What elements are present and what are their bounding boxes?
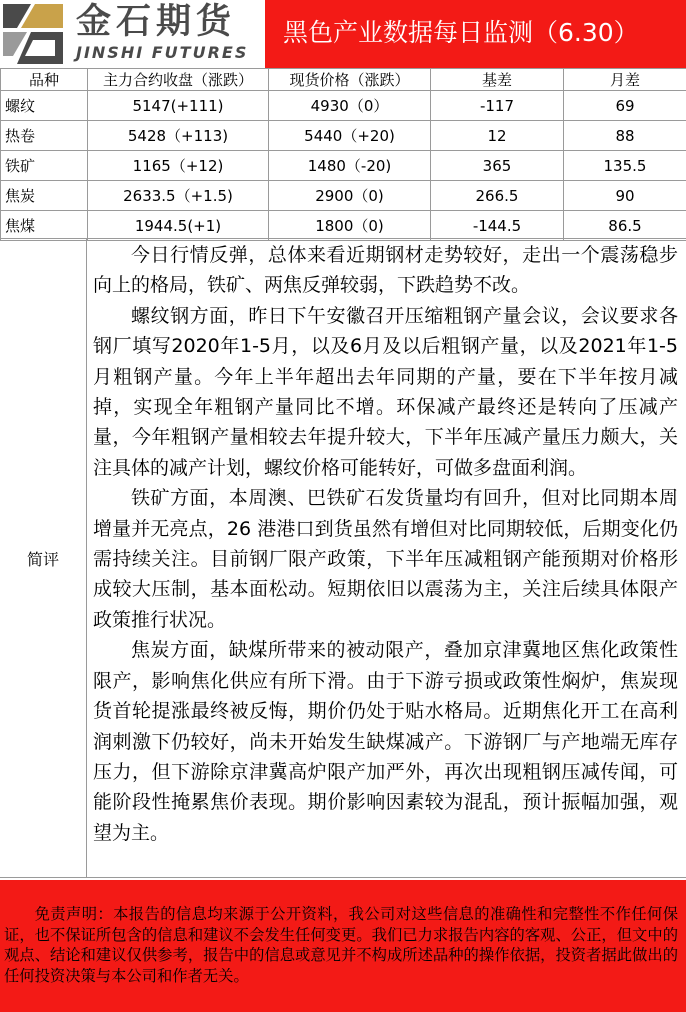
table-row — [1, 91, 686, 121]
column-header-futures-close: 主力合约收盘（涨跌） — [88, 69, 269, 91]
basis-cell: -144.5 — [431, 211, 564, 241]
basis-cell: 365 — [431, 151, 564, 181]
variety-cell: 螺纹 — [1, 91, 88, 121]
report-header — [0, 0, 686, 69]
futures-close-cell: 5428（+113) — [88, 121, 269, 151]
column-header-month-spread: 月差 — [564, 69, 686, 91]
futures-close-cell: 2633.5（+1.5) — [88, 181, 269, 211]
futures-close-cell: 5147(+111) — [88, 91, 269, 121]
table-row — [1, 211, 686, 241]
variety-cell: 焦炭 — [1, 181, 88, 211]
column-header-basis: 基差 — [431, 69, 564, 91]
month-spread-cell: 90 — [564, 181, 686, 211]
company-logo — [0, 0, 265, 68]
basis-cell: 266.5 — [431, 181, 564, 211]
spot-price-cell: 1800（0) — [269, 211, 431, 241]
column-header-variety: 品种 — [1, 69, 88, 91]
disclaimer-section — [0, 880, 686, 1012]
disclaimer-text: 免责声明：本报告的信息均来源于公开资料，我公司对这些信息的准确性和完整性不作任何保证，也不保证所包含的信息和建议不会发生任何变更。我们已力求报告内容的客观、公正，但文中的观点、结论和建议仅供参考，报告中的信息或意见并不构成所述品种的操作依据，投资者据此做出的任何投资决策与本公司和作者无关。 — [4, 905, 678, 985]
variety-cell: 焦煤 — [1, 211, 88, 241]
basis-cell: 12 — [431, 121, 564, 151]
title-bar — [265, 0, 686, 68]
month-spread-cell: 135.5 — [564, 151, 686, 181]
variety-cell: 热卷 — [1, 121, 88, 151]
basis-cell: -117 — [431, 91, 564, 121]
commentary-paragraph-coke: 焦炭方面，缺煤所带来的被动限产，叠加京津冀地区焦化政策性限产，影响焦化供应有所下滑。由于下游亏损或政策性焖炉，焦炭现货首轮提涨最终被反悔，期价仍处于贴水格局。近期焦化开工在高利润刺激下仍较好，尚未开始发生缺煤减产。下游钢厂与产地端无库存压力，但下游除京津冀高炉限产加严外，再次出现粗钢压减传闻，可能阶段性掩累焦价表现。期价影响因素较为混乱，预计振幅加强，观望为主。 — [93, 639, 678, 844]
commentary-paragraph-iron-ore: 铁矿方面，本周澳、巴铁矿石发货量均有回升，但对比同期本周增量并无亮点，26 港港口到货虽然有增但对比同期较低，后期变化仍需持续关注。目前钢厂限产政策，下半年压减粗钢产能预期对价格形成较大压制，基本面松动。短期依旧以震荡为主，关注后续具体限产政策推行状况。 — [93, 487, 678, 631]
table-header-row — [1, 69, 686, 91]
month-spread-cell: 88 — [564, 121, 686, 151]
month-spread-cell: 69 — [564, 91, 686, 121]
futures-close-cell: 1165（+12) — [88, 151, 269, 181]
price-table — [0, 68, 686, 241]
table-row — [1, 151, 686, 181]
company-name-cn: 金石期货 — [76, 2, 237, 42]
commentary-paragraph-rebar: 螺纹钢方面，昨日下午安徽召开压缩粗钢产量会议，会议要求各钢厂填写2020年1-5月，以及6月及以后粗钢产量，以及2021年1-5月粗钢产量。今年上半年超出去年同期的产量，要在下半年按月减掉，实现全年粗钢产量同比不增。环保减产最终还是转向了压减产量，今年粗钢产量相较去年提升较大，下半年压减产量压力颇大，关注具体的减产计划，螺纹价格可能转好，可做多盘面利润。 — [93, 304, 678, 479]
jinshi-logo-icon — [3, 4, 63, 64]
spot-price-cell: 5440（+20) — [269, 121, 431, 151]
spot-price-cell: 4930（0） — [269, 91, 431, 121]
spot-price-cell: 1480（-20) — [269, 151, 431, 181]
column-header-spot-price: 现货价格（涨跌） — [269, 69, 431, 91]
table-row — [1, 181, 686, 211]
month-spread-cell: 86.5 — [564, 211, 686, 241]
table-row — [1, 121, 686, 151]
variety-cell: 铁矿 — [1, 151, 88, 181]
report-title: 黑色产业数据每日监测（6.30） — [283, 18, 639, 47]
commentary-label: 简评 — [0, 239, 87, 877]
spot-price-cell: 2900（0) — [269, 181, 431, 211]
commentary-section — [0, 238, 686, 878]
commentary-paragraph-overview: 今日行情反弹，总体来看近期钢材走势较好，走出一个震荡稳步向上的格局，铁矿、两焦反弹较弱，下跌趋势不改。 — [93, 244, 678, 297]
commentary-body — [93, 240, 678, 848]
futures-close-cell: 1944.5(+1) — [88, 211, 269, 241]
company-name-en: JINSHI FUTURES — [76, 43, 249, 62]
